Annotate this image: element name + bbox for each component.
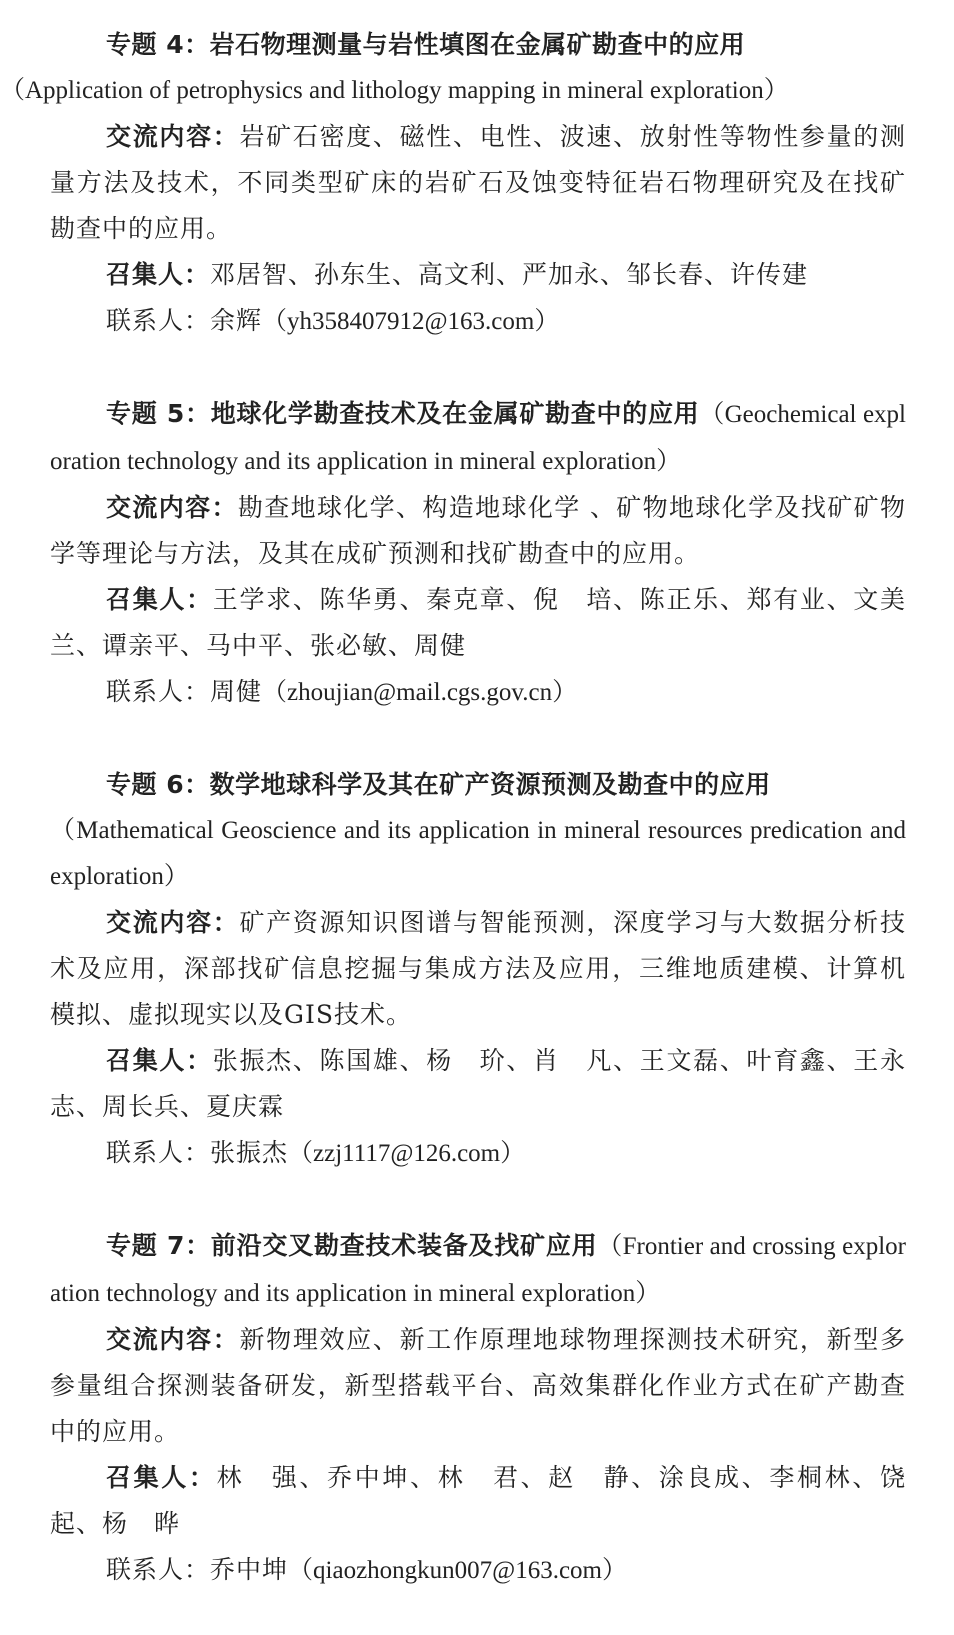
conveners-text: 林 强、乔中坤、林 君、赵 静、涂良成、李桐林、饶 起、杨 晔: [50, 1463, 932, 1538]
contact-label: 联系人：: [106, 1138, 211, 1167]
content-paragraph: [50, 114, 906, 252]
topic-title-en: （Geochemical exploration technology and its application in mineral exploration）: [50, 401, 906, 475]
content-text: 新物理效应、新工作原理地球物理探测技术研究，新型多参量组合探测装备研发，新型搭载平台、高效集群化作业方式在矿产勘查中的应用。: [50, 1325, 906, 1446]
topic-title-en: （Mathematical Geoscience and its application in mineral resources predication and exploration）: [50, 817, 906, 890]
contact-paragraph: [50, 1547, 906, 1594]
contact-email: （zhoujian@mail.cgs.gov.cn）: [262, 679, 578, 706]
topic-title: [50, 391, 906, 485]
contact-paragraph: [50, 298, 906, 345]
topic-title: [50, 762, 906, 900]
contact-label: 联系人：: [106, 1555, 211, 1584]
content-label: 交流内容：: [106, 493, 238, 522]
content-label: 交流内容：: [106, 122, 240, 151]
content-label: 交流内容：: [106, 1325, 240, 1354]
contact-name: 张振杰: [210, 1138, 289, 1167]
contact-email: （zzj1117@126.com）: [288, 1140, 526, 1167]
conveners-label: 召集人：: [106, 585, 213, 614]
topic-title-head: 专题 5：地球化学勘查技术及在金属矿勘查中的应用: [106, 399, 700, 428]
topic-title-head: 专题 7：前沿交叉勘查技术装备及找矿应用: [106, 1231, 598, 1260]
topic-7: [50, 1223, 932, 1594]
topic-6: [50, 762, 906, 1177]
contact-paragraph: [50, 1130, 906, 1177]
content-label: 交流内容：: [106, 908, 240, 937]
content-paragraph: [50, 1317, 906, 1455]
content-text: 勘查地球化学、构造地球化学 、矿物地球化学及找矿矿物学等理论与方法，及其在成矿预测和找矿勘查中的应用。: [50, 493, 906, 568]
topic-title-head: 专题 6：数学地球科学及其在矿产资源预测及勘查中的应用: [106, 770, 771, 799]
topic-title: [0, 22, 906, 114]
conveners-paragraph: [50, 252, 906, 298]
content-paragraph: [50, 900, 906, 1038]
content-text: 矿产资源知识图谱与智能预测，深度学习与大数据分析技术及应用，深部找矿信息挖掘与集成方法及应用，三维地质建模、计算机模拟、虚拟现实以及GIS技术。: [50, 908, 906, 1029]
conveners-paragraph: [50, 1455, 932, 1547]
topic-5: [50, 391, 906, 716]
contact-email: （yh358407912@163.com）: [262, 308, 560, 335]
conveners-label: 召集人：: [106, 1463, 217, 1492]
contact-name: 乔中坤: [210, 1555, 289, 1584]
topic-title: [50, 1223, 906, 1317]
content-paragraph: [50, 485, 906, 577]
contact-label: 联系人：: [106, 306, 211, 335]
topic-title-en: （Frontier and crossing exploration technology and its application in mineral exploration）: [50, 1233, 906, 1307]
contact-paragraph: [50, 669, 906, 716]
conveners-paragraph: [50, 1038, 906, 1130]
conveners-text: 王学求、陈华勇、秦克章、倪 培、陈正乐、郑有业、文美兰、谭亲平、马中平、张必敏、周健: [50, 585, 906, 660]
conveners-text: 张振杰、陈国雄、杨 玠、肖 凡、王文磊、叶育鑫、王永志、周长兵、夏庆霖: [50, 1046, 906, 1121]
conveners-label: 召集人：: [106, 260, 211, 289]
content-text: 岩矿石密度、磁性、电性、波速、放射性等物性参量的测量方法及技术，不同类型矿床的岩矿石及蚀变特征岩石物理研究及在找矿勘查中的应用。: [50, 122, 906, 243]
topic-title-head: 专题 4：岩石物理测量与岩性填图在金属矿勘查中的应用: [106, 30, 746, 59]
contact-label: 联系人：: [106, 677, 211, 706]
topic-4: [0, 22, 906, 345]
contact-email: （qiaozhongkun007@163.com）: [288, 1557, 627, 1584]
contact-name: 余辉: [210, 306, 263, 335]
topic-title-en: （Application of petrophysics and lithology mapping in mineral exploration）: [0, 77, 789, 104]
conveners-paragraph: [50, 577, 906, 669]
conveners-text: 邓居智、孙东生、高文利、严加永、邹长春、许传建: [210, 260, 809, 289]
conveners-label: 召集人：: [106, 1046, 213, 1075]
contact-name: 周健: [210, 677, 263, 706]
